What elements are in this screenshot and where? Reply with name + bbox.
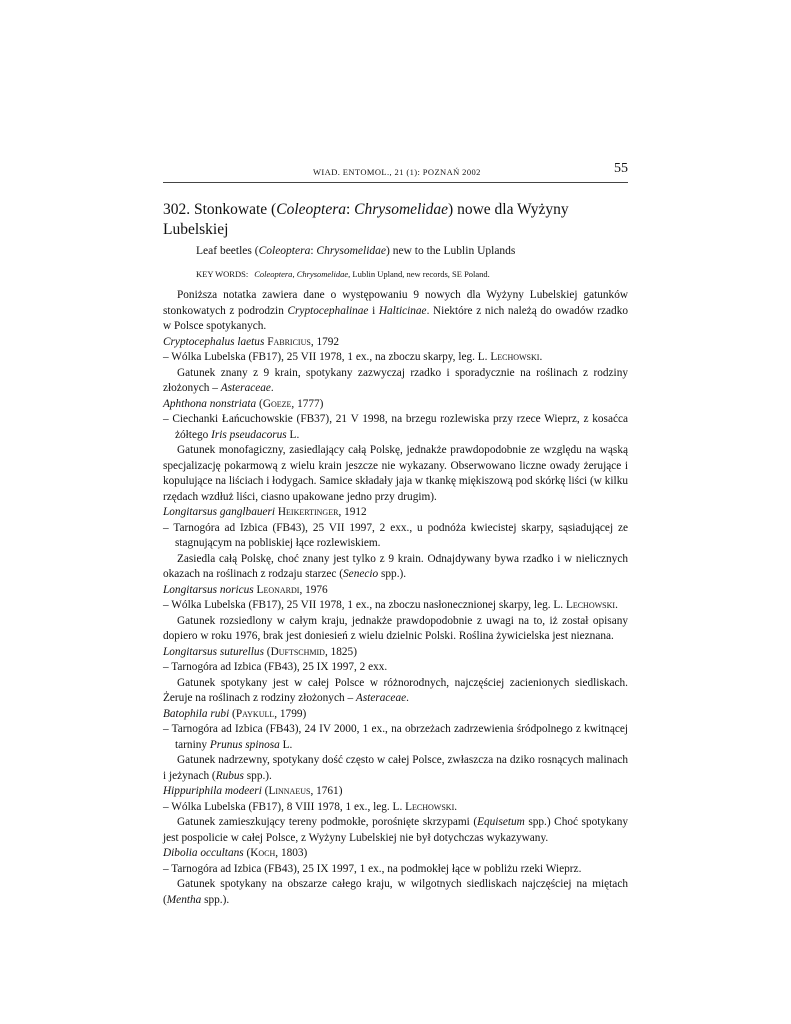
species-note: [163, 552, 628, 583]
keyword-separator: ,: [292, 269, 297, 279]
species-note: [163, 877, 628, 908]
title-family: Chrysomelidae: [354, 201, 449, 218]
species-note: [163, 676, 628, 707]
journal-page: [163, 158, 628, 908]
species-name: Hippuriphila modeeri: [163, 785, 262, 797]
species-heading: [163, 397, 628, 413]
species-name: Cryptocephalus laetus: [163, 335, 265, 348]
intro-text: Poniższa notatka zawiera dane o występowaniu 9 nowych dla Wyżyny Lubelskiej gatunków stonkowatych z podrodzin: [163, 289, 628, 317]
species-note: Gatunek monofagiczny, zasiedlający całą Polskę, jednakże prawdopodobnie ze względu na wąską specjalizację pokarmową z wielu krain jeszcze nie wykazany. Obserwowano liczne owady żerujące i kopulujące na liściach i łodygach. Samice składały jaja w tkankę miękiszową pod skórkę liści (w kilku rzędach wzdłuż liści, ciasno upakowane jedno przy drugim).: [163, 444, 628, 503]
species-note: [163, 815, 628, 846]
species-author: Goeze: [262, 397, 292, 410]
article-title: [163, 200, 628, 240]
title-text-end: ) nowe dla Wyżyny Lubelskiej: [163, 201, 569, 238]
species-year: , 1799): [274, 707, 307, 720]
locality-record: [163, 800, 628, 816]
species-heading: [163, 505, 628, 521]
note-text: Gatunek zamieszkujący tereny podmokłe, porośnięte skrzypami (: [177, 816, 478, 828]
species-year: , 1976: [299, 583, 328, 596]
note-text: Gatunek znany z 9 krain, spotykany zazwyczaj rzadko i sporadycznie na roślinach z rodziny złożonych –: [163, 366, 628, 394]
note-taxon: Asteraceae: [220, 382, 271, 394]
note-end: spp.).: [201, 893, 230, 906]
species-name: Dibolia occultans: [163, 847, 244, 859]
record-end: L.: [286, 428, 300, 441]
locality-record: [163, 598, 628, 614]
species-year: , 1761): [310, 785, 343, 797]
species-author: Paykull: [235, 707, 275, 720]
author-open: (: [263, 645, 271, 658]
subtitle-colon: :: [310, 245, 317, 257]
record-text: – Wólka Lubelska (FB17), 25 VII 1978, 1 ex., na zboczu nasłonecznionej skarpy, leg. L.: [163, 599, 566, 611]
note-text: Gatunek spotykany na obszarze całego kraju, w wilgotnych siedliskach najczęściej na miętach (: [163, 878, 628, 906]
species-note: Gatunek rozsiedlony w całym kraju, jednakże prawdopodobnie z uwagi na to, iż został opisany dopiero w roku 1976, brak jest doniesień z wielu dzielnic Polski. Roślina żywicielska jest nieznana.: [163, 614, 628, 642]
species-year: , 1825): [324, 645, 357, 658]
collector-name: Lechowski: [405, 800, 455, 813]
subtitle-text-end: ) new to the Lublin Uplands: [386, 245, 516, 257]
record-text: – Tarnogóra ad Izbica (FB43), 24 IV 2000, 1 ex., na obrzeżach zadrzewienia śródpolnego z kwitnącej tarniny: [163, 723, 628, 751]
species-year: , 1792: [310, 335, 340, 348]
note-taxon: Senecio: [343, 568, 379, 580]
species-heading: [163, 335, 628, 351]
collector-name: Lechowski: [490, 351, 540, 363]
species-author: Koch: [250, 847, 276, 859]
species-note: [163, 366, 628, 397]
locality-record: [163, 350, 628, 366]
locality-record: – Tarnogóra ad Izbica (FB43), 25 IX 1997, 1 ex., na podmokłej łące w pobliżu rzeki Wieprz.: [163, 862, 582, 875]
title-text: Stonkowate (: [194, 201, 277, 218]
note-end: spp.) Choć spotykany jest pospolicie w całej Polsce, z Wyżyny Lubelskiej nie był dotychczas wykazywany.: [163, 816, 628, 844]
subtitle-text: Leaf beetles (: [196, 245, 259, 257]
record-end: .: [454, 800, 458, 813]
intro-subfamily-2: Halticinae: [378, 304, 427, 317]
species-name: Longitarsus ganglbaueri: [163, 506, 276, 518]
species-heading: [163, 645, 628, 661]
subtitle-family: Chrysomelidae: [316, 245, 387, 257]
author-open: (: [261, 785, 269, 797]
intro-paragraph: [163, 288, 628, 335]
species-heading: [163, 707, 628, 723]
keywords-rest: , Lublin Upland, new records, SE Poland.: [348, 269, 490, 279]
note-text: Gatunek nadrzewny, spotykany dość często w całej Polsce, zwłaszcza na dziko rosnących malinach i jeżynach (: [163, 754, 628, 782]
keywords-label: KEY WORDS:: [196, 269, 249, 279]
record-end: .: [539, 351, 543, 363]
journal-citation: WIAD. ENTOMOL., 21 (1): POZNAŃ 2002: [313, 167, 481, 177]
keyword-order: Coleoptera: [254, 269, 293, 279]
species-year: , 1777): [291, 397, 324, 410]
record-end: L.: [279, 738, 293, 751]
note-taxon: Asteraceae: [355, 692, 407, 704]
record-text: – Wólka Lubelska (FB17), 25 VII 1978, 1 ex., na zboczu skarpy, leg. L.: [163, 351, 491, 363]
species-year: , 1912: [338, 506, 367, 518]
record-text: – Wólka Lubelska (FB17), 8 VIII 1978, 1 ex., leg. L.: [163, 800, 406, 813]
author-open: (: [256, 397, 263, 410]
article-body: [163, 288, 628, 908]
species-author: Duftschmid: [270, 645, 325, 658]
note-end: spp.).: [243, 769, 272, 782]
note-end: .: [406, 692, 409, 704]
keywords: [196, 268, 628, 280]
title-colon: :: [345, 201, 355, 218]
species-heading: [163, 583, 628, 599]
title-order: Coleoptera: [276, 201, 346, 218]
subtitle-order: Coleoptera: [258, 245, 311, 257]
running-header: [163, 158, 628, 183]
species-name: Aphthona nonstriata: [163, 397, 257, 410]
article-number: 302.: [163, 201, 191, 218]
species-note: [163, 753, 628, 784]
species-heading: [163, 784, 628, 800]
record-end: .: [615, 599, 618, 611]
article-subtitle: [196, 243, 628, 259]
note-taxon: Rubus: [215, 769, 244, 782]
locality-record: – Tarnogóra ad Izbica (FB43), 25 IX 1997, 2 exx.: [163, 661, 388, 673]
species-year: , 1803): [275, 847, 308, 859]
author-open: (: [229, 707, 236, 720]
species-name: Batophila rubi: [163, 707, 230, 720]
intro-text-end: . Niektóre z nich należą do owadów rzadko w Polsce spotykanych.: [163, 304, 629, 332]
species-name: Longitarsus noricus: [163, 583, 254, 596]
species-author: Leonardi: [256, 583, 300, 596]
locality-record: [163, 722, 628, 753]
species-author: Linnaeus: [268, 785, 311, 797]
note-taxon: Mentha: [166, 893, 202, 906]
note-end: .: [270, 382, 274, 394]
keyword-family: Chrysomelidae: [296, 269, 349, 279]
species-heading: [163, 846, 628, 862]
note-end: spp.).: [378, 568, 407, 580]
intro-conjunction: i: [368, 304, 379, 317]
record-text: – Ciechanki Łańcuchowskie (FB37), 21 V 1998, na brzegu rozlewiska przy rzece Wieprz, z kosaćca żółtego: [163, 413, 628, 441]
note-text: Zasiedla całą Polskę, choć znany jest tylko z 9 krain. Odnajdywany bywa rzadko i w nielicznych okazach na roślinach z rodzaju starzec (: [163, 552, 628, 580]
species-name: Longitarsus suturellus: [163, 645, 264, 658]
locality-record: [163, 412, 628, 443]
intro-subfamily-1: Cryptocephalinae: [287, 304, 369, 317]
note-text: Gatunek spotykany jest w całej Polsce w różnorodnych, najczęściej zacienionych siedliskach. Żeruje na roślinach z rodziny złożonych –: [163, 676, 628, 704]
page-number: 55: [614, 161, 628, 176]
collector-name: Lechowski: [565, 599, 616, 611]
species-author: Heikertinger: [277, 506, 339, 518]
locality-record: – Tarnogóra ad Izbica (FB43), 25 VII 1997, 2 exx., u podnóża kwiecistej skarpy, sąsiadującej ze stagnującym na pobliskiej łące rozlewiskiem.: [163, 521, 628, 549]
species-author: Fabricius: [267, 335, 311, 348]
note-taxon: Equisetum: [477, 816, 525, 828]
host-plant: Prunus spinosa: [209, 738, 280, 751]
author-open: (: [243, 847, 251, 859]
host-plant: Iris pseudacorus: [211, 428, 287, 441]
